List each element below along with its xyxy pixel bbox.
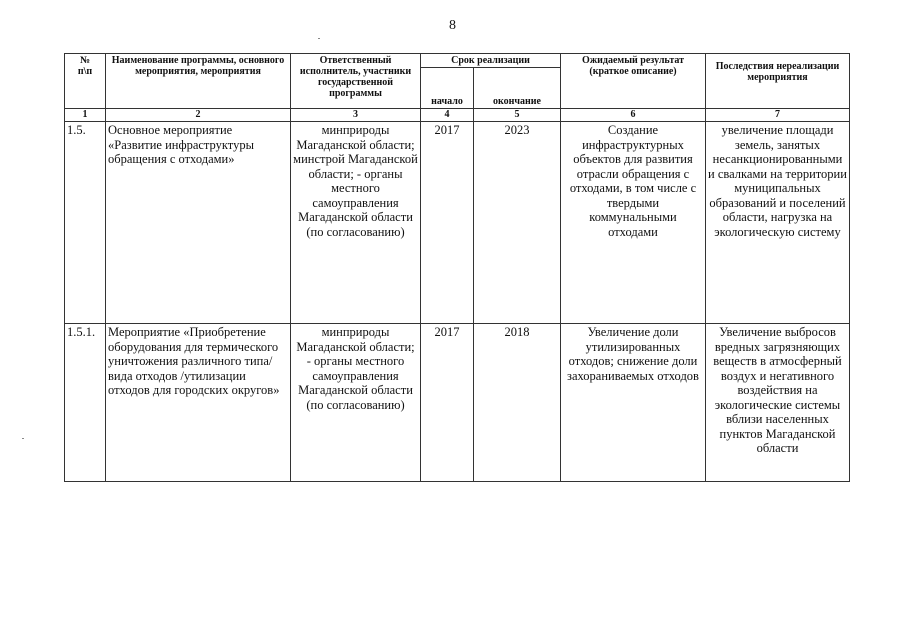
row-result: Создание инфраструктурных объектов для развития отрасли обращения с отходами, в том числе с твердыми коммунальными отходами <box>561 122 706 324</box>
row-number: 1.5.1. <box>65 324 106 482</box>
row-executor: минприроды Магаданской области; минстрой Магаданской области; - органы местного самоуправления Магаданской области (по согласованию) <box>291 122 421 324</box>
column-number: 1 <box>65 109 106 122</box>
table-row <box>65 122 850 324</box>
table-row <box>65 324 850 482</box>
row-number: 1.5. <box>65 122 106 324</box>
header-period: Срок реализации <box>421 54 561 68</box>
column-number: 7 <box>706 109 850 122</box>
header-start: начало <box>421 68 474 109</box>
row-consequence: увеличение площади земель, занятых несанкционированными и свалками на территории муниципальных образований и поселений области, нагрузка на экологическую систему <box>706 122 850 324</box>
header-executor: Ответственный исполнитель, участники государственной программы <box>291 54 421 109</box>
row-start: 2017 <box>421 324 474 482</box>
header-number: № п\п <box>65 54 106 109</box>
row-result: Увеличение доли утилизированных отходов; снижение доли захораниваемых отходов <box>561 324 706 482</box>
row-start: 2017 <box>421 122 474 324</box>
page-number: 8 <box>449 18 456 33</box>
column-number: 2 <box>106 109 291 122</box>
activities-table <box>64 53 850 482</box>
row-end: 2018 <box>474 324 561 482</box>
row-name: Мероприятие «Приобретение оборудования для термического уничтожения различного типа/вида отходов /утилизации отходов для городских округов» <box>106 324 291 482</box>
row-consequence: Увеличение выбросов вредных загрязняющих веществ в атмосферный воздух и негативного воздействия на экологические системы вблизи населенных пунктов Магаданской области <box>706 324 850 482</box>
header-end: окончание <box>474 68 561 109</box>
header-consequence: Последствия нереализации мероприятия <box>706 54 850 109</box>
column-number: 5 <box>474 109 561 122</box>
header-name: Наименование программы, основного мероприятия, мероприятия <box>106 54 291 109</box>
column-number: 6 <box>561 109 706 122</box>
column-number: 4 <box>421 109 474 122</box>
row-name: Основное мероприятие «Развитие инфраструктуры обращения с отходами» <box>106 122 291 324</box>
scan-speck <box>22 438 24 439</box>
row-executor: минприроды Магаданской области; - органы местного самоуправления Магаданской области (по согласованию) <box>291 324 421 482</box>
scan-speck <box>318 38 320 39</box>
row-end: 2023 <box>474 122 561 324</box>
column-numbers-row <box>65 109 850 122</box>
header-result: Ожидаемый результат (краткое описание) <box>561 54 706 109</box>
column-number: 3 <box>291 109 421 122</box>
